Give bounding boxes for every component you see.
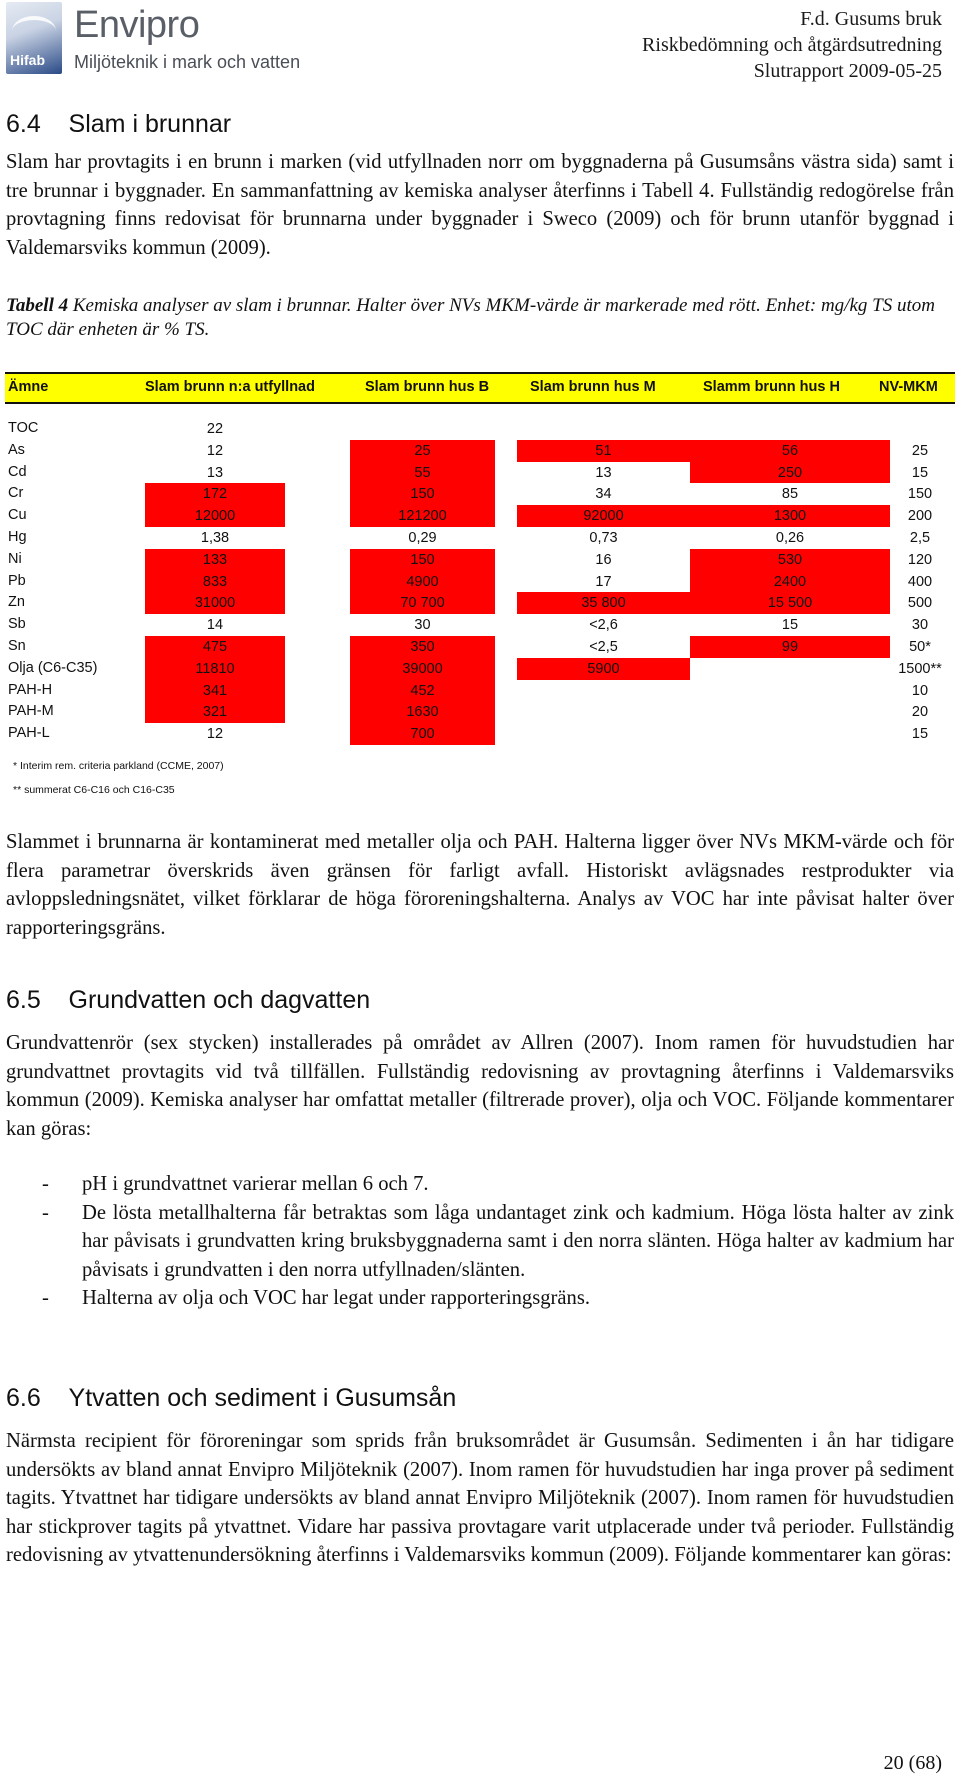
table-cell-substance: PAH-M	[8, 703, 54, 720]
table-cell-value	[690, 680, 890, 702]
table-row	[5, 418, 955, 440]
table-cell-value: 4900	[350, 571, 495, 593]
table-cell-value: 11810	[145, 658, 285, 680]
table-row	[5, 723, 955, 745]
table-header-substance: Ämne	[8, 379, 49, 395]
table-cell-value	[517, 680, 690, 702]
table-cell-substance: Sn	[8, 637, 26, 654]
table-caption-label: Tabell 4	[6, 295, 69, 316]
header-project: F.d. Gusums bruk	[800, 8, 942, 30]
table-cell-substance: Pb	[8, 572, 26, 589]
list-item-text: De lösta metallhalterna får betraktas som låga undantaget zink och kadmium. Höga lösta halter av zink har påvisats i grundvatten kring bruksbyggnaderna samt i den norra slänten. Höga halter av kadmium har påvisats i grundvatten i den norra utfyllnaden/slänten.	[82, 1201, 954, 1281]
table-body	[5, 418, 955, 745]
table-cell-mkm: 400	[907, 573, 933, 590]
document-header	[642, 6, 942, 84]
table-cell-value: 172	[145, 483, 285, 505]
table-row	[5, 571, 955, 593]
table-cell-mkm: 2,5	[909, 529, 931, 546]
section-6-6-paragraph: Närmsta recipient för föroreningar som sprids från bruksområdet är Gusumsån. Sedimenten i ån har tidigare undersökts av bland annat Envipro Miljöteknik (2007). Inom ramen för huvudstudien har inga prover på sediment tagits. Ytvattnet har tidigare undersökts av bland annat Envipro Miljöteknik (2007). Inom ramen för huvudstudien har stickprover tagits på ytvattnet. Vidare har passiva provtagare varit utplacerade under två perioder. Fullständig redovisning av ytvattenundersökning återfinns i Valdemarsviks kommun (2009). Följande kommentarer kan göras:	[6, 1430, 954, 1566]
table-cell-mkm: 50*	[909, 638, 931, 655]
table-cell-value: 35 800	[517, 592, 690, 614]
table-cell-value: 13	[206, 464, 224, 481]
table-cell-substance: Zn	[8, 594, 25, 611]
logo-badge: Hifab	[10, 52, 45, 68]
table-row	[5, 701, 955, 723]
section-6-4-paragraph: Slam har provtagits i en brunn i marken (vid utfyllnaden norr om byggnaderna på Gusumsåns västra sida) samt i tre brunnar i byggnader. En sammanfattning av kemiska analyser återfinns i Tabell 4. Fullständig redogörelse från provtagning finns redovisat för brunnarna under byggnader i Sweco (2009) och för brunn utanför byggnad i Valdemarsviks kommun (2009).	[6, 151, 954, 259]
table-cell-value: 0,26	[775, 529, 805, 546]
table-cell-value: 16	[595, 551, 612, 568]
table-cell-value: 350	[350, 636, 495, 658]
table-cell-value: 700	[350, 723, 495, 745]
table-row	[5, 592, 955, 614]
table-cell-mkm: 30	[911, 617, 929, 634]
table-cell-value: 2400	[690, 571, 890, 593]
section-6-5-paragraph: Grundvattenrör (sex stycken) installerades på området av Allren (2007). Inom ramen för huvudstudien har grundvattnet provtagits vid två tillfällen. Fullständig redovisning av provtagning återfinns i Valdemarsviks kommun (2009). Kemiska analyser har omfattat metaller (filtrerade prover), olja och VOC. Följande kommentarer kan göras:	[6, 1032, 954, 1140]
table-header-row	[5, 372, 955, 404]
table-cell-value: 452	[350, 680, 495, 702]
table-cell-value: <2,5	[589, 638, 618, 655]
table-row	[5, 527, 955, 549]
table-cell-value: 70 700	[350, 592, 495, 614]
table-row	[5, 636, 955, 658]
table-cell-value: 34	[595, 486, 612, 503]
table-cell-value: 31000	[145, 592, 285, 614]
table-cell-value: 14	[206, 617, 224, 634]
table-cell-mkm: 15	[911, 726, 929, 743]
table-cell-value	[690, 701, 890, 723]
table-row	[5, 614, 955, 636]
table-cell-value: <2,6	[589, 617, 618, 634]
table-cell-mkm: 20	[911, 704, 929, 721]
table-cell-substance: PAH-L	[8, 725, 50, 742]
table-cell-value: 39000	[350, 658, 495, 680]
table-header-col4: Slamm brunn hus H	[703, 379, 840, 395]
table-cell-value: 30	[414, 617, 431, 634]
table-cell-value: 13	[595, 464, 612, 481]
table-cell-value	[517, 418, 690, 440]
table-row	[5, 680, 955, 702]
table-cell-value: 15	[781, 617, 799, 634]
list-item: - De lösta metallhalterna får betraktas som låga undantaget zink och kadmium. Höga lösta halter av zink har påvisats i grundvatten kring bruksbyggnaderna samt i den norra slänten. Höga halter av kadmium har påvisats i grundvatten i den norra utfyllnaden/slänten.	[42, 1201, 954, 1281]
table-cell-mkm: 150	[907, 486, 933, 503]
section-6-4-conclusion: Slammet i brunnarna är kontaminerat med metaller olja och PAH. Halterna ligger över NVs MKM-värde och för flera parametrar överskrids även gränsen för farligt avfall. Historiskt avlägsnades restprodukter via avloppsledningsnätet, vilket förklarar de höga föroreningshalterna. Analys av VOC har inte påvisat halter över rapporteringsgräns.	[6, 831, 954, 939]
table-cell-value: 56	[690, 440, 890, 462]
table-cell-value: 12000	[145, 505, 285, 527]
page-number: 20 (68)	[883, 1752, 942, 1774]
table-cell-value	[690, 723, 890, 745]
list-item: - Halterna av olja och VOC har legat under rapporteringsgräns.	[42, 1287, 590, 1309]
table-cell-value: 475	[145, 636, 285, 658]
table-cell-value: 12	[206, 442, 224, 459]
table-cell-value	[350, 418, 495, 440]
table-row	[5, 658, 955, 680]
table-cell-value: 150	[350, 483, 495, 505]
table-cell-value: 0,29	[408, 529, 437, 546]
header-date: Slutrapport 2009-05-25	[753, 60, 942, 82]
table-cell-substance: Ni	[8, 550, 22, 567]
logo-icon	[6, 2, 62, 74]
section-heading-6-6: 6.6 Ytvatten och sediment i Gusumsån	[6, 1384, 457, 1412]
table-cell-value: 12	[206, 726, 224, 743]
table-cell-value: 530	[690, 549, 890, 571]
table-cell-value: 15 500	[690, 592, 890, 614]
table-cell-value: 92000	[517, 505, 690, 527]
table-cell-value: 55	[350, 462, 495, 484]
table-cell-value: 51	[517, 440, 690, 462]
table-cell-value: 22	[206, 421, 224, 437]
table-cell-value	[517, 723, 690, 745]
table-cell-value: 85	[781, 486, 799, 503]
header-title: Riskbedömning och åtgärdsutredning	[642, 34, 942, 56]
table-cell-value: 5900	[517, 658, 690, 680]
table-row	[5, 440, 955, 462]
table-cell-value: 99	[690, 636, 890, 658]
table-cell-substance: TOC	[8, 420, 39, 436]
table-cell-mkm: 10	[911, 682, 929, 699]
section-heading-6-5: 6.5 Grundvatten och dagvatten	[6, 986, 371, 1014]
table-cell-substance: PAH-H	[8, 681, 53, 698]
table-cell-substance: As	[8, 441, 25, 458]
table-cell-mkm: 25	[911, 442, 929, 459]
list-item-text: Halterna av olja och VOC har legat under rapporteringsgräns.	[82, 1287, 590, 1309]
table-cell-value: 1300	[690, 505, 890, 527]
table-cell-value: 133	[145, 549, 285, 571]
table-row	[5, 505, 955, 527]
table-header-col2: Slam brunn hus B	[365, 379, 490, 395]
list-item-text: pH i grundvattnet varierar mellan 6 och 7.	[82, 1173, 429, 1195]
table-cell-value: 1630	[350, 701, 495, 723]
table-cell-value: 25	[350, 440, 495, 462]
table-cell-value: 150	[350, 549, 495, 571]
table-cell-mkm: 1500**	[898, 660, 942, 677]
table-header-mkm: NV-MKM	[879, 379, 938, 395]
table-cell-mkm: 500	[907, 595, 933, 612]
analysis-table	[5, 372, 955, 796]
table-row	[5, 483, 955, 505]
table-cell-mkm: 120	[907, 551, 933, 568]
table-row	[5, 462, 955, 484]
table-cell-value	[690, 658, 890, 680]
table-footnote-2: ** summerat C6-C16 och C16-C35	[13, 784, 175, 796]
table-cell-value	[517, 701, 690, 723]
table-cell-value: 341	[145, 680, 285, 702]
table-caption	[6, 294, 954, 342]
logo-name: Envipro	[74, 4, 200, 46]
table-cell-mkm	[885, 418, 955, 440]
table-header-col3: Slam brunn hus M	[530, 379, 656, 395]
table-cell-substance: Sb	[8, 616, 26, 633]
table-footnote-1: * Interim rem. criteria parkland (CCME, 2007)	[13, 760, 224, 772]
section-heading-6-4: 6.4 Slam i brunnar	[6, 110, 232, 138]
list-item: - pH i grundvattnet varierar mellan 6 och 7.	[42, 1173, 429, 1195]
table-cell-value: 833	[145, 571, 285, 593]
table-cell-value: 121200	[350, 505, 495, 527]
table-caption-text: Kemiska analyser av slam i brunnar. Halter över NVs MKM-värde är markerade med rött. Enhet: mg/kg TS utom TOC där enheten är % TS.	[6, 295, 935, 340]
table-cell-substance: Cu	[8, 507, 27, 524]
table-cell-value: 250	[690, 462, 890, 484]
table-cell-substance: Cr	[8, 485, 24, 502]
table-cell-substance: Olja (C6-C35)	[8, 659, 98, 676]
table-header-col1: Slam brunn n:a utfyllnad	[145, 379, 315, 395]
table-cell-value	[690, 418, 890, 440]
table-cell-mkm: 200	[907, 508, 933, 525]
logo-tagline: Miljöteknik i mark och vatten	[74, 52, 301, 72]
table-cell-substance: Cd	[8, 463, 27, 480]
table-cell-value: 17	[595, 573, 612, 590]
table-cell-value: 1,38	[200, 529, 230, 546]
section-6-5-bullet-list	[6, 1170, 954, 1313]
table-row	[5, 549, 955, 571]
table-cell-value: 0,73	[589, 529, 618, 546]
table-cell-substance: Hg	[8, 528, 27, 545]
table-cell-value: 321	[145, 701, 285, 723]
table-cell-mkm: 15	[911, 464, 929, 481]
